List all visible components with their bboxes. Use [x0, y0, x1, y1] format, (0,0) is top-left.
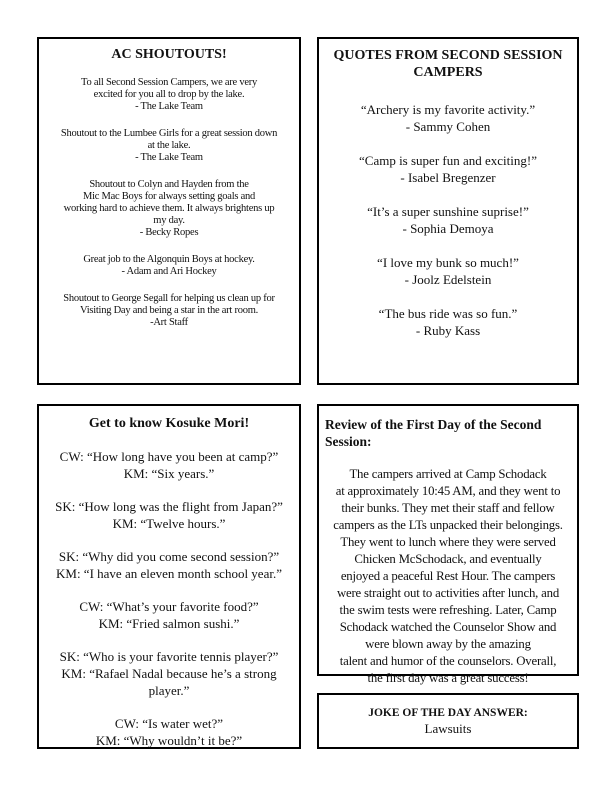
interview-answer: KM: “Why wouldn’t it be?”: [95, 733, 243, 748]
shoutout-signature: - Becky Ropes: [139, 227, 199, 238]
quote-text: “Camp is super fun and exciting!”: [359, 153, 537, 168]
interview-qa: [43, 598, 295, 632]
review-title-line: Review of the First Day of the Second: [325, 417, 542, 432]
review-line: talent and humor of the counselors. Overall,: [339, 654, 557, 668]
shoutout-signature: -Art Staff: [150, 317, 188, 328]
review-line: The campers arrived at Camp Schodack: [349, 467, 547, 481]
quote-text: “It’s a super sunshine suprise!”: [367, 204, 529, 219]
shoutout-line: To all Second Session Campers, we are very: [81, 77, 257, 88]
interview-qa: [43, 548, 295, 582]
quote-text: “Archery is my favorite activity.”: [360, 102, 536, 117]
review-line: the first day was a great success!: [367, 671, 529, 685]
review-line: their bunks. They met their staff and fellow: [341, 501, 555, 515]
shoutout-line: Great job to the Algonquin Boys at hockey.: [83, 254, 255, 265]
review-body: [325, 466, 571, 687]
interview-qa: [43, 648, 295, 699]
interview-answer: KM: “I have an eleven month school year.”: [56, 566, 282, 581]
review-line: the swim tests were refreshing. Later, Camp: [339, 603, 557, 617]
interview-question: SK: “Who is your favorite tennis player?”: [59, 649, 279, 664]
review-line: enjoyed a peaceful Rest Hour. The campers: [340, 569, 556, 583]
shoutout-line: at the lake.: [147, 140, 191, 151]
joke-answer: Lawsuits: [424, 721, 472, 736]
shoutouts-box: [37, 37, 301, 385]
review-line: were blown away by the amazing: [365, 637, 531, 651]
quotes-title-line: QUOTES FROM SECOND SESSION: [333, 48, 563, 63]
quote-item: [323, 254, 573, 288]
shoutout-item: [43, 179, 295, 239]
shoutout-line: Shoutout to Colyn and Hayden from the: [89, 179, 249, 190]
quote-author: - Sophia Demoya: [402, 221, 494, 236]
interview-qa: [43, 448, 295, 482]
joke-box: [317, 693, 579, 749]
review-line: at approximately 10:45 AM, and they went to: [335, 484, 561, 498]
quote-author: - Joolz Edelstein: [404, 272, 492, 287]
interview-answer: KM: “Rafael Nadal because he’s a strong: [61, 666, 277, 681]
shoutout-line: my day.: [153, 215, 185, 226]
interview-qa: [43, 498, 295, 532]
interview-question: SK: “Why did you come second session?”: [58, 549, 280, 564]
quote-item: [323, 203, 573, 237]
interview-title: Get to know Kosuke Mori!: [88, 416, 250, 431]
quote-author: - Isabel Bregenzer: [400, 170, 496, 185]
interview-answer: KM: “Six years.”: [123, 466, 215, 481]
review-title: [325, 416, 571, 450]
shoutout-signature: - The Lake Team: [135, 101, 203, 112]
interview-box: [37, 404, 301, 749]
joke-title: JOKE OF THE DAY ANSWER:: [368, 707, 528, 719]
quotes-box: [317, 37, 579, 385]
quote-author: - Sammy Cohen: [405, 119, 491, 134]
interview-answer: KM: “Twelve hours.”: [112, 516, 226, 531]
review-line: campers as the LTs unpacked their belongings.: [333, 518, 563, 532]
review-line: Schodack watched the Counselor Show and: [339, 620, 557, 634]
interview-answer: player.”: [148, 683, 190, 698]
review-line: were straight out to activities after lunch, and: [336, 586, 560, 600]
shoutout-line: excited for you all to drop by the lake.: [93, 89, 245, 100]
quote-item: [323, 101, 573, 135]
review-line: Chicken McSchodack, and eventually: [354, 552, 542, 566]
shoutout-line: Visiting Day and being a star in the art room.: [80, 305, 258, 316]
quote-item: [323, 152, 573, 186]
shoutout-line: working hard to achieve them. It always brightens up: [63, 203, 275, 214]
shoutout-line: Mic Mac Boys for always setting goals and: [82, 191, 255, 202]
shoutout-item: [43, 77, 295, 113]
shoutout-line: Shoutout to the Lumbee Girls for a great session down: [60, 128, 278, 139]
review-box: [317, 404, 579, 685]
quotes-title-line: CAMPERS: [413, 65, 483, 80]
interview-qa: [43, 715, 295, 749]
quote-item: [323, 305, 573, 339]
quote-author: - Ruby Kass: [415, 323, 481, 338]
interview-question: CW: “How long have you been at camp?”: [59, 449, 279, 464]
interview-answer: KM: “Fried salmon sushi.”: [98, 616, 240, 631]
shoutout-item: [43, 293, 295, 329]
quotes-title: [323, 47, 573, 81]
shoutout-line: Shoutout to George Segall for helping us clean up for: [63, 293, 275, 304]
shoutouts-title: AC SHOUTOUTS!: [111, 47, 227, 62]
interview-question: CW: “What’s your favorite food?”: [79, 599, 259, 614]
interview-question: SK: “How long was the flight from Japan?”: [55, 499, 283, 514]
interview-question: CW: “Is water wet?”: [114, 716, 224, 731]
review-line: They went to lunch where they were served: [340, 535, 556, 549]
shoutout-signature: - Adam and Ari Hockey: [121, 266, 217, 277]
review-title-line: Session:: [325, 434, 372, 449]
quote-text: “The bus ride was so fun.”: [378, 306, 518, 321]
quote-text: “I love my bunk so much!”: [377, 255, 519, 270]
shoutout-signature: - The Lake Team: [135, 152, 203, 163]
shoutout-item: [43, 254, 295, 278]
shoutout-item: [43, 128, 295, 164]
